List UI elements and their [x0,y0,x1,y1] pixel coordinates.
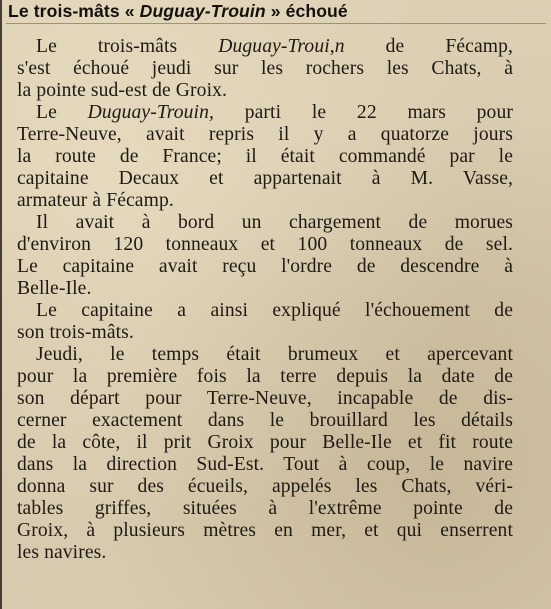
column-rule [0,0,2,609]
text-run: son départ pour Terre-Neuve, incapable de dis- [17,388,513,409]
text-line [17,388,513,410]
text-run: dans la direction Sud-Est. Tout à coup, le navire [17,454,513,475]
text-run: s'est échoué jeudi sur les rochers les Chats, à [17,58,513,79]
text-run: pour la première fois la terre depuis la date de [17,366,513,387]
text-line [17,58,513,80]
text-run: Terre-Neuve, avait repris il y a quatorze jours [17,124,513,145]
text-run: les navires. [17,542,107,563]
text-line [17,102,513,124]
text-run: Jeudi, le temps était brumeux et apercevant [36,344,513,365]
text-run: son trois-mâts. [17,322,134,343]
text-run: Il avait à bord un chargement de morues [36,212,513,233]
text-run: tables griffes, situées à l'extrême pointe de [17,498,513,519]
text-run: Le trois-mâts [36,36,219,57]
text-line [17,410,513,432]
ship-name: Duguay-Trouin, [87,102,214,123]
text-line [17,322,513,344]
article-title-ship-name: Duguay-Trouin [139,1,266,21]
text-run: capitaine Decaux et appartenait à M. Vasse, [17,168,513,189]
text-line [17,124,513,146]
text-line [17,278,513,300]
text-line [17,476,513,498]
text-line [17,80,513,102]
article-body [17,36,513,564]
text-run: d'environ 120 tonneaux et 100 tonneaux de sel. [17,234,513,255]
text-line [17,498,513,520]
title-divider [6,23,546,24]
text-line [17,168,513,190]
text-line [17,454,513,476]
text-line [17,366,513,388]
text-run: Belle-Ile. [17,278,92,299]
article-title [8,0,544,22]
text-run: la route de France; il était commandé par le [17,146,513,167]
text-line [17,300,513,322]
text-line [17,190,513,212]
ship-name: Duguay-Troui,n [218,36,345,57]
text-line [17,256,513,278]
text-run: Le capitaine a ainsi expliqué l'échouement de [36,300,513,321]
text-line [17,146,513,168]
text-run: armateur à Fécamp. [17,190,174,211]
article-title-part: » échoué [265,1,348,21]
text-run: de la côte, il prit Groix pour Belle-Ile et fit route [17,432,513,453]
text-run: cerner exactement dans le brouillard les détails [17,410,513,431]
text-line [17,36,513,58]
text-run: parti le 22 mars pour [214,102,513,123]
text-run: donna sur des écueils, appelés les Chats, véri- [17,476,513,497]
text-line [17,212,513,234]
text-run: Le [36,102,88,123]
text-line [17,520,513,542]
text-line [17,344,513,366]
text-run: de Fécamp, [344,36,513,57]
text-line [17,432,513,454]
text-run: Groix, à plusieurs mètres en mer, et qui enserrent [17,520,513,541]
text-line [17,542,513,564]
article-title-part: Le trois-mâts « [8,1,140,21]
text-run: Le capitaine avait reçu l'ordre de descendre à [17,256,513,277]
text-run: la pointe sud-est de Groix. [17,80,228,101]
text-line [17,234,513,256]
